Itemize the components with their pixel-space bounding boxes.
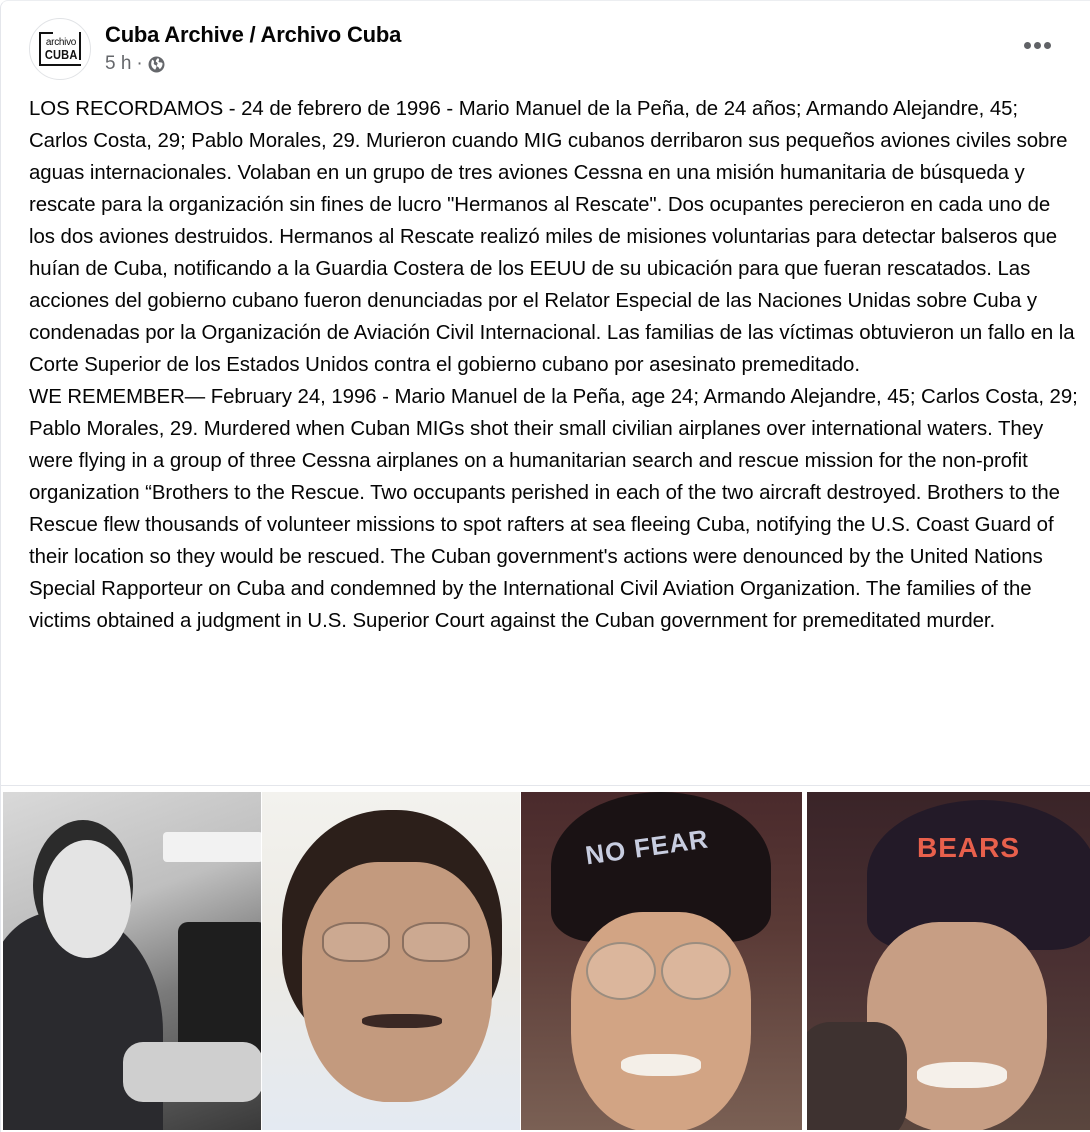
logo-line-1: archivo [45,36,77,48]
separator-dot: · [136,53,143,74]
dot-icon [1024,42,1031,49]
post-text-english: WE REMEMBER— February 24, 1996 - Mario Manuel de la Peña, age 24; Armando Alejandre, 45; Carlos Costa, 29; Pablo Morales, 29. Murdered when Cuban MIGs shot their small civilian airplanes over international waters. They were flying in a group of three Cessna airplanes on a humanitarian search and rescue mission for the non-profit organization “Brothers to the Rescue. Two occupants perished in each of the two aircraft destroyed. Brothers to the Rescue flew thousands of volunteer missions to spot rafters at sea fleeing Cuba, notifying the U.S. Coast Guard of their location so they would be rescued. The Cuban government's actions were denounced by the United Nations Special Rapporteur on Cuba and condemned by the International Civil Aviation Organization. The families of the victims obtained a judgment in U.S. Superior Court against the Cuban government for premeditated murder. [29,386,1078,632]
photo-4[interactable] [807,792,1090,1130]
photo-grid [1,785,1090,1132]
post-header [29,17,401,81]
post-body [29,93,1079,637]
logo-line-2: CUBA [44,46,78,62]
photo-3[interactable] [521,792,802,1130]
globe-icon[interactable] [148,56,165,73]
post-meta [105,21,401,77]
cap-text-no-fear: NO FEAR [583,823,711,871]
post-subline [105,51,401,77]
photo-2[interactable] [262,792,520,1130]
post-timestamp[interactable]: 5 h [105,53,132,74]
archivo-cuba-logo [39,32,81,66]
page-name-link[interactable]: Cuba Archive / Archivo Cuba [105,22,402,47]
more-options-button[interactable] [1019,31,1055,59]
post-text-spanish: LOS RECORDAMOS - 24 de febrero de 1996 - Mario Manuel de la Peña, de 24 años; Armando Alejandre, 45; Carlos Costa, 29; Pablo Morales, 29. Murieron cuando MIG cubanos derribaron sus pequeños aviones civiles sobre aguas internacionales. Volaban en un grupo de tres aviones Cessna en una misión humanitaria de búsqueda y rescate para la organización sin fines de lucro "Hermanos al Rescate". Dos ocupantes perecieron en cada uno de los dos aviones destruidos. Hermanos al Rescate realizó miles de misiones voluntarias para detectar balseros que huían de Cuba, notificando a la Guardia Costera de los EEUU de su ubicación para que fueran rescatados. Las acciones del gobierno cubano fueron denunciadas por el Relator Especial de las Naciones Unidas sobre Cuba y condenadas por la Organización de Aviación Civil Internacional. Las familias de las víctimas obtuvieron un fallo en la Corte Superior de los Estados Unidos contra el gobierno cubano por asesinato premeditado. [29,98,1075,376]
dot-icon [1034,42,1041,49]
page-avatar[interactable] [29,18,91,80]
dot-icon [1044,42,1051,49]
photo-1[interactable] [3,792,261,1130]
cap-text-bears: BEARS [917,832,1021,863]
